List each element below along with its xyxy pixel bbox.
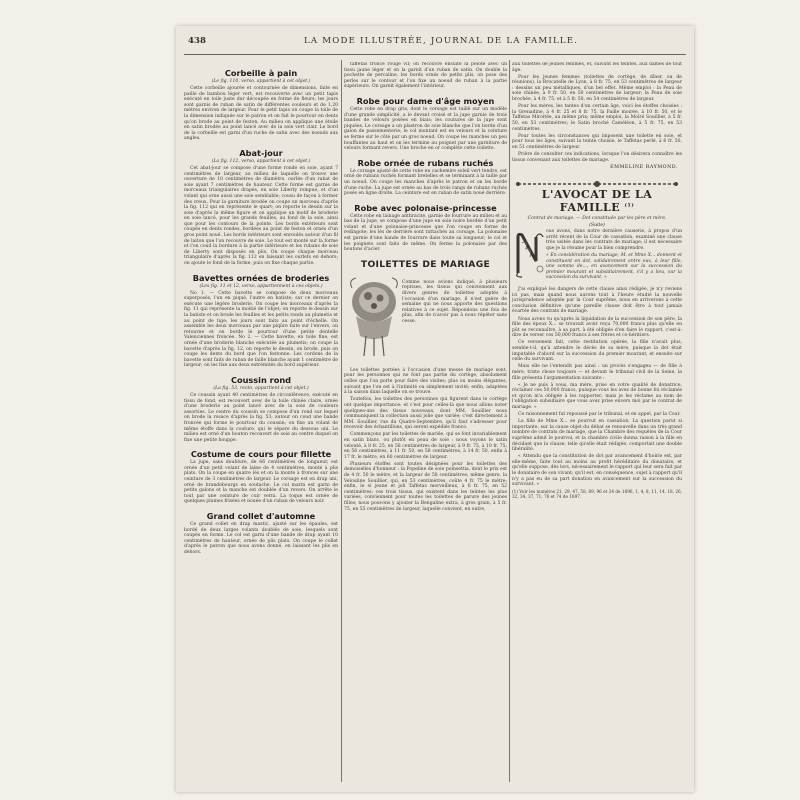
ornament-divider [512, 174, 682, 184]
section-text: La fille de Mme X... se pourvut en cassation. La question parut si importante, sur la cause objet du débat se renouvelle dans un très grand nombre de contrats de mariage, que la Chambre des requêtes de la Cour suprême admit le pourvoi, et la chambre civile donna raison à la fille en décidant que la clause, telle qu'elle était rédigée, comportait une double libéralité. [512, 419, 682, 453]
suite-label: (Suite) [589, 223, 605, 229]
toilettes-intro [344, 274, 507, 368]
section-title: Robe avec polonaise-princesse [354, 202, 497, 213]
section-text: Mais elle ne l'entendit pas ainsi : un procès s'engagea — de fille à mère, triste chose toujours — et devant le tribunal civil de la Seine, la fille présenta l'argumentation suivante : [512, 364, 682, 381]
section-text: Cette robe en lainage anthracite, garnie de fourrure au milieu et au bas de la jupe, se compose d'une jupe en soie noire bordée d'un petit volant et d'une polonaise-princesse que l'on coupe en forme de redingote; les lés de derrière sont rattachés au corsage. La polonaise est garnie d'une bande de fourrure dans toute sa longueur; le col et les poignets sont faits de même. On ferme la polonaise par des boutons d'acier. [344, 213, 507, 253]
column-divider-2 [509, 60, 510, 782]
journal-title: LA MODE ILLUSTRÉE, JOURNAL DE LA FAMILLE. [304, 36, 579, 46]
section-text: aux toilettes de jeunes femmes, et, suivant les teintes, aux dames de tout âge. [512, 62, 682, 73]
section-text: J'ai expliqué les dangers de cette clause ainsi rédigée, je n'y reviens ici pas, mais quand nous aurons tout à l'heure étudié la nouvelle jurisprudence adoptée par la Cour suprême, nous en arriverons à cette conclusion définitive qu'une pareille clause doit être à tout jamais écartée des contrats de mariage. [512, 287, 682, 315]
section-title: Corbeille à pain [224, 68, 298, 78]
section-subtitle: (Les fig. 11 et 12, verso, appartiennent à ces objets.) [199, 283, 323, 289]
section-text: Ce versement fait, cette restitution opérée, la fille n'avait plus, semble-t-il, qu'à attendre le décès de sa mère, puisque la dot était imputable d'abord sur la succession du premier mourant, et ensuite sur celle du survivant. [512, 340, 682, 363]
column-3 [512, 62, 682, 784]
footnote: (1) Voir les numéros 21, 29, 47, 58, 89, 96 et 34 de 1896, 1, 4, 8, 11, 14, 18, 26, 32, 34, 37, 71, 76 et 74 de 1897. [512, 489, 682, 500]
section-text: Commençons par les toilettes de mariée, qui se font invariablement en satin blanc, ou plutôt en peau de soie : nous voyons le satin velouté, à 8 fr. 25, en 58 centimètres de largeur, à 9 fr. 75, à 10 fr. 75; en 56 centimètres, à 11 fr. 50, en 58 centimètres, à 14 fr. 50, enfin à 17 fr. le mètre, en 60 centimètres de largeur. [344, 432, 507, 460]
ornament-icon [512, 179, 682, 189]
header-rule [184, 54, 686, 55]
section-text: Cet abat-jour se compose d'une forme ronde en soie, ayant 7 centimètres de largeur, au milieu de laquelle on trouve une ouverture de 10 centimètres de diamètre, ourlée d'un rabat de soie ayant 7 centimètres de hauteur. Cette forme est garnie de morceaux triangulaires drapés, en soie Liberty rompue, et d'un volant qui orne aussi une soie semblable; cousu de façon à former des creux. Pour la garniture brodée on coupe un morceau d'après la fig. 112 qui en représente le quart; on reporte le dessin sur la soie d'après la même figure et on applique un motif de broderie en soie lancé, pour les grands feuilles, au fond de la soie, ainsi que pour les contours de la pointe. Les bords extérieurs sont coupés en dents rondes, bordées au point de feston et ornés d'un gros point noué. Les bords intérieurs sont enroulés autour d'un fil de laiton que l'on recouvre de soie. Le tout est monté sur la forme et l'on coud la bordure à la partie inférieure et les rubans de soie de Liberty sont disposés en plis. On coupe chaque morceau triangulaire d'après la fig. 112 en laissant les ourlets en dehors; on ajoute le fond de la forme, puis on fixe chaque partie. [184, 165, 338, 267]
section-title: Robe ornée de rubans ruchés [357, 157, 494, 168]
section-text: « En considération du mariage, M. et Mme X... donnent et constituent en dot, solidairement entre eux, à leur fille, une somme de..., en avancement sur la succession du premier mourant et subsidiairement, s'il y a lieu, sur la succession du survivant. » [546, 252, 682, 281]
section-subtitle: Contrat de mariage. — Dot constituée par les père et mère. [527, 216, 667, 222]
section-text: Ce grand collet en drap mastic, ajusté sur les épaules, est bordé de deux larges volants doublés de soie, lesquels sont coupés en forme. Le col est garni d'une bande de drap ayant 10 centimètres de hauteur, ornée de plis plats. On coupe le collet d'après le patron que nous avons donné, en laissant les plis en dehors. [184, 522, 338, 555]
running-header [184, 36, 686, 50]
newspaper-page [176, 26, 694, 792]
wedding-illustration-icon [346, 276, 402, 358]
signature: EMMELINE RAYMOND. [610, 165, 678, 171]
column-divider-1 [341, 60, 342, 782]
section-text: Prière de consulter ces indications, lorsque l'on désirera connaître les tissus convenant aux toilettes de mariage. [512, 151, 682, 163]
section-text: Pour toutes les circonstances qui imposent une toilette en soie, et pour tous les âges, suivant la teinte choisie, le Taffetas perlé, à 6 fr. 50, en 51 centimètres de largeur. [512, 133, 682, 150]
avocat-title [512, 188, 682, 214]
section-title: Costume de cours pour fillette [190, 449, 332, 460]
section-text: Cette robe en drap gris, dont le corsage est taillé sur un modèle d'une grande simplicité, a le devant croisé et la jupe garnie de trois bandes de velours posées en biais; les coutures de la jupe sont piquées. Le corsage a un plastron de soie blanche que l'on borde d'un galon de passementerie; le col montant est en velours et la ceinture se ferme sur le côté par un gros noeud. On coupe les manches un peu bouffantes au haut et on les termine au poignet par une garniture de velours formant revers. Une broche en or complète cette toilette. [344, 106, 507, 152]
dropcap-paragraph [512, 229, 682, 287]
section-text: Cette corbeille ajourée et contournée de dimensions, faite en paille de bambou léger vert, est recouverte avec un petit tapis exécuté en toile juste dur découpée en forme de fleurs; les jours sont garnis de ruban de satin de différentes couleurs et de 1,20 mètres environ de largeur. Pour le petit tapis on coupe la toile de la dimension indiquée sur le patron et on fait le pourtour en dents qu'on brode au point de feston. Au milieu on applique une étoile en satin brodée au point lancé avec de la soie vert clair. Le bord de la corbeille est garni d'un ruche de satin avec des noeuds aux angles. [184, 86, 338, 142]
section-text: Le corsage ajusté de cette robe en cachemire soleil vert tendre, est orné de rubans ruchés formant bretelles et se terminant à la taille par un noeud. On coupe les manches d'après le patron et on les borde d'une ruche. La jupe est ornée au bas de trois rangs de rubans ruchés posés en ligne droite. La ceinture est en ruban de satin noué derrière. [344, 168, 507, 197]
column-2 [344, 62, 507, 784]
section-text: Nous avons vu qu'après la liquidation de la succession de son père, la fille des époux X... se trouvait avoir reçu 70,000 francs plus qu'elle en pût se reconnaître, à sa part, à été obligée d'en faire le rapport, c'est-à-dire de verser ces 50,000 francs à ses frères et co-héritiers. [512, 316, 682, 339]
avocat-title-text: L'AVOCAT DE LA FAMILLE [541, 188, 653, 215]
footnote-mark: (1) [624, 202, 635, 209]
section-text: Comme nous avions indiqué, à plusieurs reprises, les tissus qui conviennent aux divers genres de toilettes adoptés à l'occasion d'un mariage, il n'est guère de semaine qui ne nous apporte des questions relatives à ce sujet. Répondons une fois de plus, afin de n'avoir pas à nous répéter sans cesse. [402, 279, 507, 324]
section-title: Grand collet d'automne [206, 511, 316, 522]
section-text: « Attendu que la constitution de dot par avancement d'hoirie est, par elle-même, faite tout au moins au profit héréditaire du donataire, et qu'elle suppose, dès lors, nécessairement le rapport qui leur sera fait par le donataire de son vivant; qu'il est, en conséquence, sujet à rapport qu'il n'y a pas eu de sa part donation en avancement sur la succession du survivant. » [512, 454, 682, 488]
section-subtitle: (La fig. 53, recto, appartient à cet objet.) [213, 385, 309, 391]
section-text: Pour les mères, les tantes d'un certain âge, voici les étoffes choisies : la Grenadine, à 4 fr. 25 et 8 fr. 75, la Faille moirée, à 10 fr. 50, et le Taffetas Miroitée, au même prix; même emploi, la Moiré Souillier, à 5 fr. 50, en 53 centimètres; le Satin broché Caméléon, à 5 fr. 75, en 53 centimètres. [512, 104, 682, 132]
section-title: Robe pour dame d'âge moyen [356, 95, 495, 106]
section-text: No 1. — Cette bavette se compose de deux morceaux superposés, l'un en piqué, l'autre en batiste; sur ce dernier on exécute une légère broderie. On coupe les morceaux d'après la fig. 11 qui représente la moitié de l'objet; on reporte le dessin sur la batiste et on brode les feuilles et les petits ronds au plumetis et au point de tige; les jours sont faits au point d'échelle. On assemble les deux morceaux par une piqûre faite sur l'envers, on retourne et on borde le pourtour d'une petite dentelle Valenciennes froncée. No 2. — Cette bavette, en toile fine, est ornée d'une broderie blanche exécutée au plumetis; on coupe la bavette d'après la fig. 12, on reporte le dessin, on brode, puis on coupe les dents du bord que l'on festonne. Les cordons de la bavette sont faits de ruban de faille blanche ayant 1 centimètre de largeur; on les fixe aux deux extrémités du bord supérieur. [184, 290, 338, 369]
section-text: Toutefois, les toilettes des personnes qui figurent dans le cortège ont quelque importance: et c'est pour celles-là que nous allons noter quelques-uns des tissus nouveaux, dont MM. Souillier nous communiquent la collection aussi jolie que variée; c'est directement à MM. Souillier, rue du Quatre-Septembre, qu'il faut s'adresser pour recevoir des échantillons, qui seront expédiés franco. [344, 397, 507, 431]
section-text: Ce raisonnement fut repoussé par le tribunal, et en appel, par la Cour. [518, 412, 681, 418]
toilettes-title: TOILETTES DE MARIAGE [360, 258, 491, 270]
section-text: taffetas froncé rouge vif; on recouvre ensuite la pelote avec un tissu jaune léger et on la garnit d'un ruban de satin. On double la pochette de percaline, les bords ornés de petits plis, on pose des perles sur le contour et l'on fixe un noeud de ruban à la partie supérieure. On garnit également l'intérieur. [344, 62, 507, 90]
page-number: 438 [188, 36, 206, 46]
section-text: Plusieurs étoffes sont toutes désignées pour les toilettes des demoiselles d'honneur : la Popeline de soie poinsettia, dont le prix est de 4 fr. 50 le mètre, et la largeur de 58 centimètres; même genre, la Velouline Souillier, qui, en 53 centimètres, coûte 4 fr. 75 le mètre; enfin, le si jeune et joli Taffetas merveilleux, à 6 fr. 75, en 52 centimètres; ces trois tissus, qui existent dans les teintes les plus variées, conviennent pour toutes les toilettes de parure des jeunes filles; nous pouvons y ajouter la Bengaline extra, à gros grain, à 5 fr. 75, en 55 centimètres de largeur, laquelle convient, en outre, [344, 461, 507, 512]
section-title: Bavettes ornées de broderies [192, 272, 330, 283]
ornamental-letter-n-icon [512, 229, 546, 279]
section-text: La jupe, sans doublure, de 66 centimètres de longueur, est ornée d'un petit volant de laine de 4 centimètres, monté à plis plats. On la coupe en quatre lés et on la monte à fronces sur une ceinture de 3 centimètres de largeur. Le corsage est en drap uni, orné de brandebourgs en soutache. Le col marin est garni de petits galons et la manche est doublée d'un revers. On arrête le tout par une ceinture de cuir verni. La toque est ornée de quelques plumes frisées et nouée d'un ruban de velours noir. [184, 460, 338, 505]
section-text: Pour les jeunes femmes (toilettes de cortège, de dîner, ou de réunions), la Brocatelle de Lyon, à 8 fr. 75, en 53 centimètres de largeur : dessins un peu métalliques, d'un bel effet. Même emploi : la Peau de soie chinée, à 9 fr. 50, en 50 centimètres de largeur; la Peau de soie brochée, à 4 fr. 75, et à 5 fr. 50, en 54 centimètres de largeur. [512, 74, 682, 103]
section-subtitle: (Le fig. 110, verso, appartient à cet objet.) [211, 79, 311, 84]
column-1 [184, 62, 338, 784]
section-text: « Je ne puis à vous, ma mère, prise en votre qualité de donatrice, réclamer ces 50,000 francs, puisque vous les avez de bonne foi réclamés et qu'on m'a obligée à les rapporter; mais je les réclame au nom de l'obligation subsidiaire que vous avez prise envers moi par le contrat de mariage. » [512, 382, 682, 410]
section-text: Les toilettes portées à l'occasion d'une messe de mariage sont, pour les personnes qui ne font pas partie du cortège, absolument celles que l'on porte pour faire des visites; plus ou moins élégantes, suivant que l'on est à l'intimité ou simplement invité; enfin, adaptées à la saison dans laquelle on se trouve. [344, 367, 507, 396]
section-text: ous avons, dans notre dernière causerie, à propos d'un arrêt récent de la Cour de cassation, examiné une clause très usitée dans les contrats de mariage; il est nécessaire que je la résume pour la bien comprendre. [546, 229, 682, 251]
section-title: Coussin rond [230, 374, 292, 385]
section-title: Abat-jour [239, 147, 283, 158]
section-text: Ce coussin ayant 40 centimètres de circonférence, exécuté en tissu de fond, est recouvert avec de la toile chinée claire, ornée d'une broderie au point lancé avec de la soie de couleurs assorties. Le centre du coussin se compose d'un rond sur lequel on brode la rosace d'après la fig. 53; autour on coud une bande froncée qui forme le pourtour du coussin; on fixe un volant de même étoffe dans la couture, qui le sépare du dessous uni. Le milieu est orné d'un bouton recouvert de soie au centre duquel on fixe une petite houppe. [184, 392, 338, 443]
section-subtitle: (La fig. 112, verso, appartient à cet objet.) [211, 158, 311, 164]
